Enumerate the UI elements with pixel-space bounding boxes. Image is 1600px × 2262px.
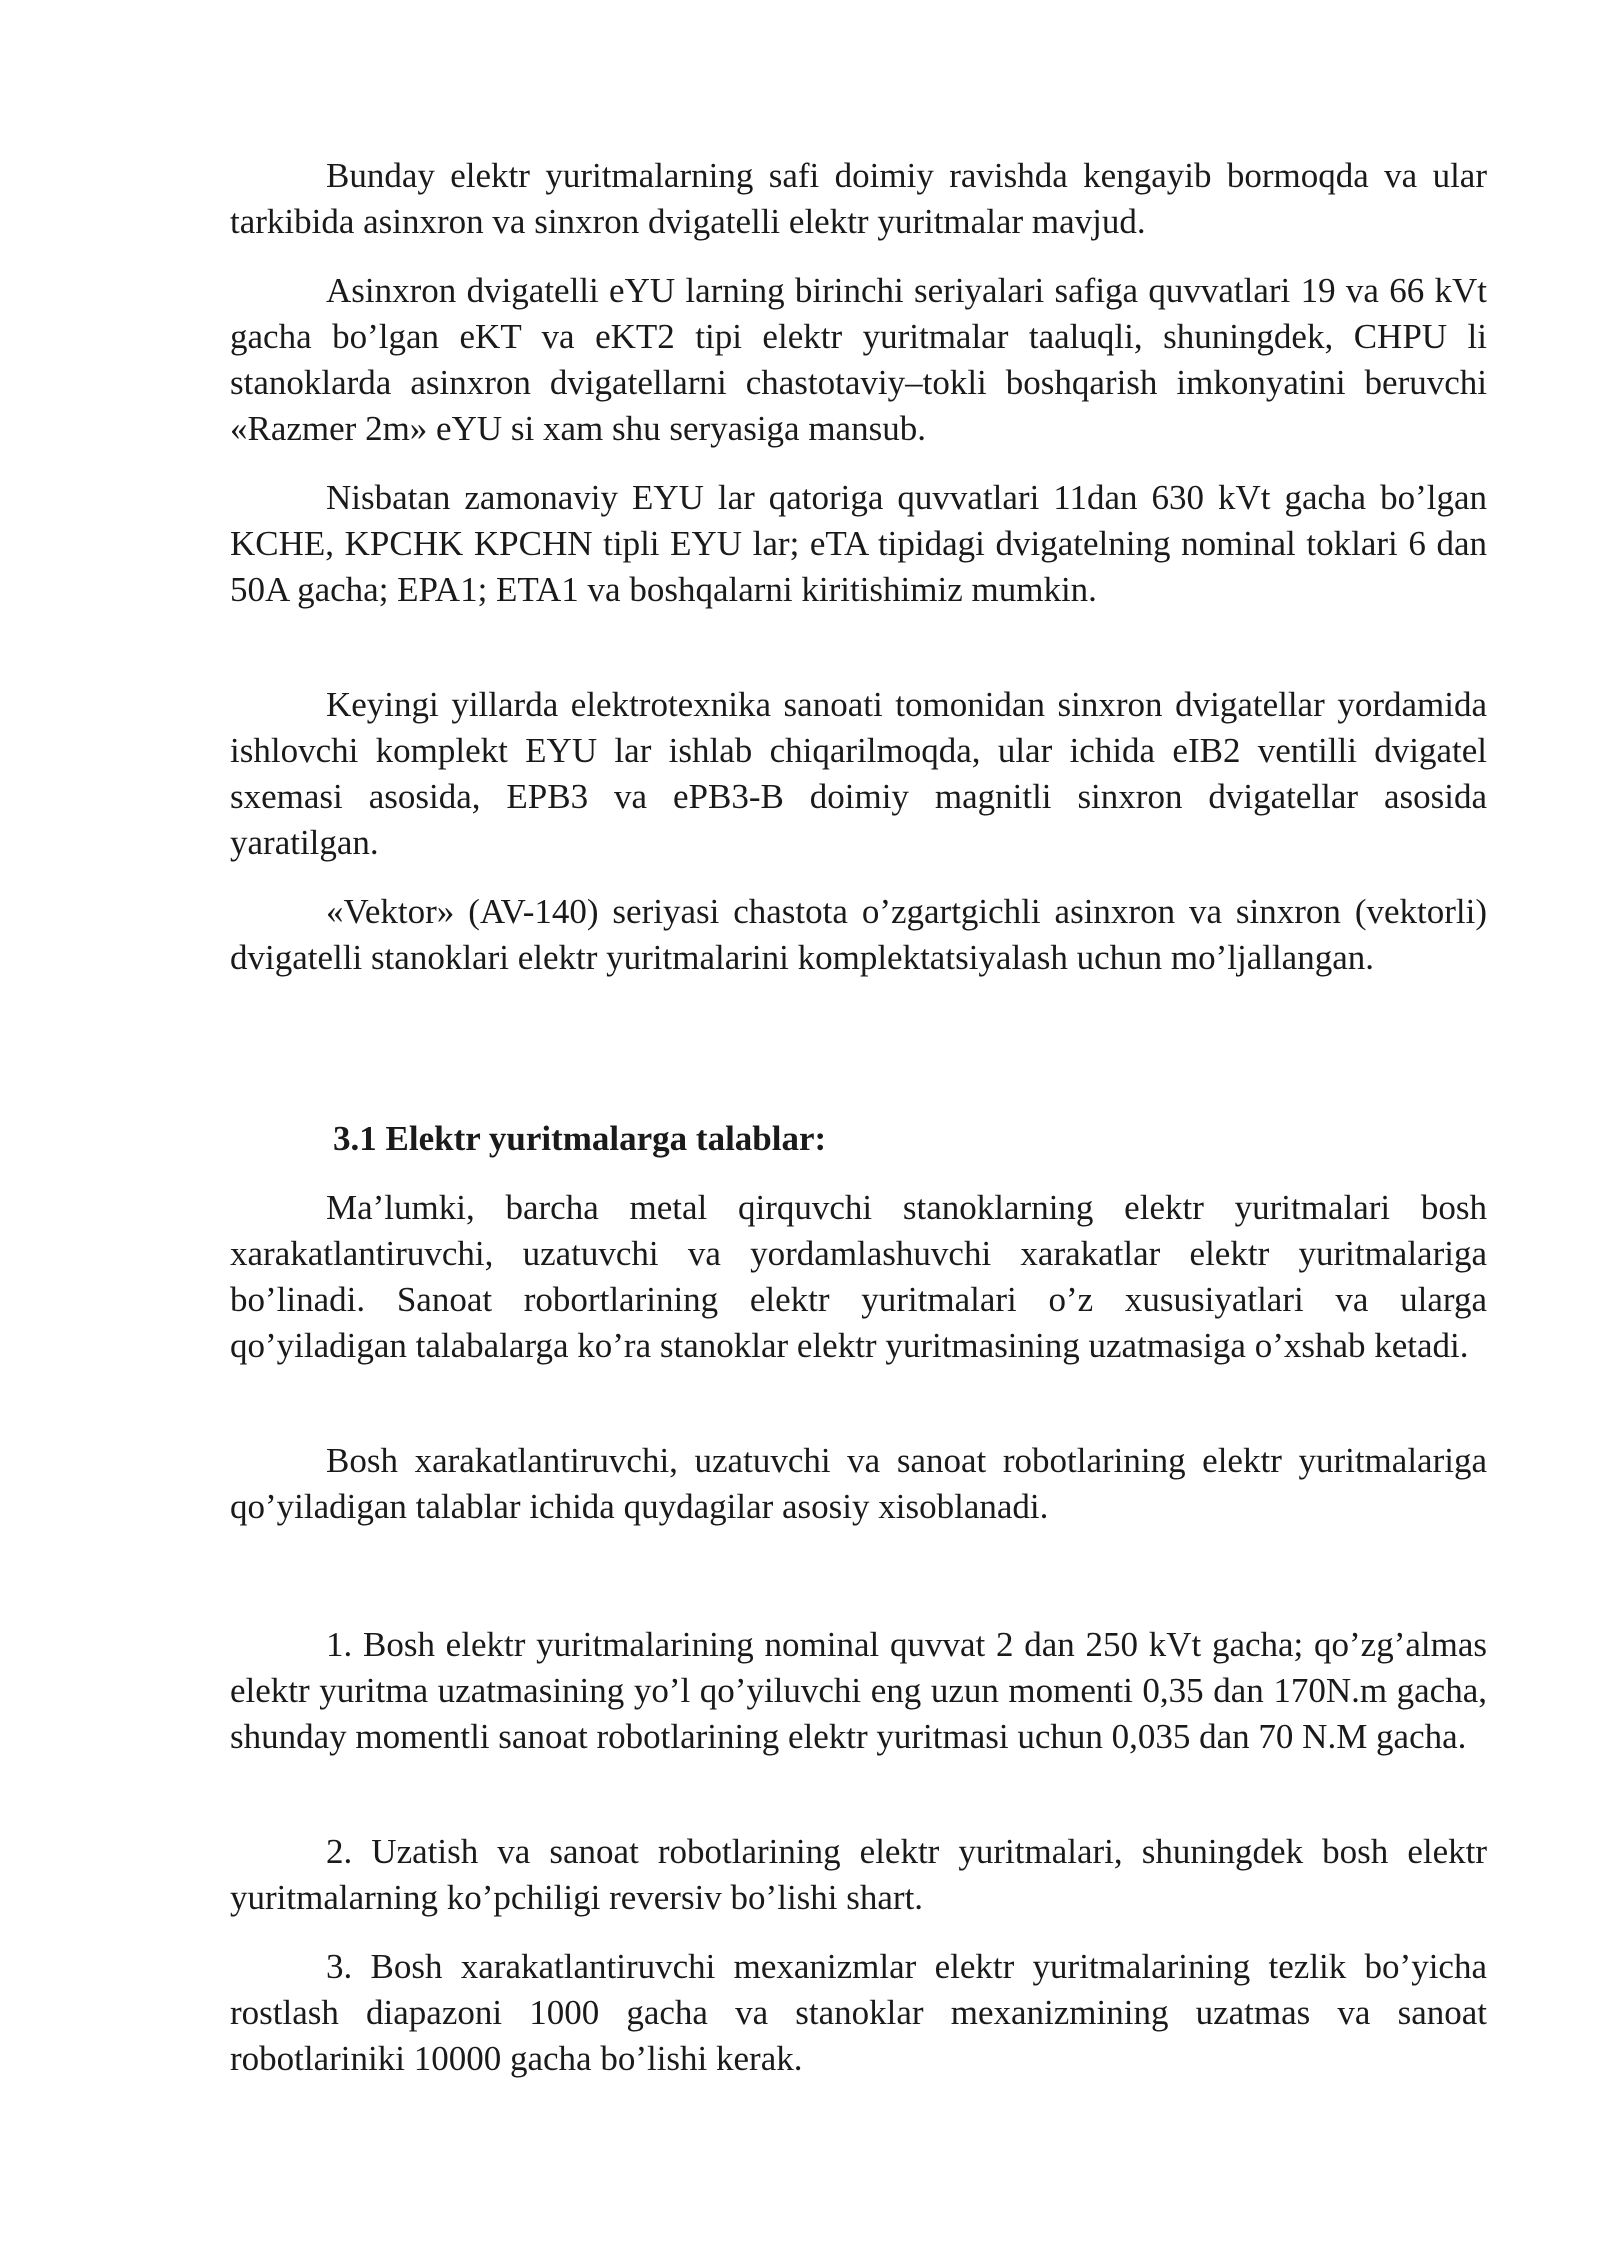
paragraph-4: Keyingi yillarda elektrotexnika sanoati tomonidan sinxron dvigatellar yordamida ishlovchi komplekt EYU lar ishlab chiqarilmoqda, ular ichida eIB2 ventilli dvigatel sxemasi asosida, EPB3 va ePB3-B doimiy magnitli sinxron dvigatellar asosida yaratilgan. bbox=[230, 685, 1487, 862]
requirement-item-2: 2. Uzatish va sanoat robotlarining elektr yuritmalari, shuningdek bosh elektr yuritmalarning ko’pchiligi reversiv bo’lishi shart. bbox=[230, 1832, 1487, 1917]
section-paragraph-1: Ma’lumki, barcha metal qirquvchi stanoklarning elektr yuritmalari bosh xarakatlantiruvchi, uzatuvchi va yordamlashuvchi xarakatlar elektr yuritmalariga bo’linadi. Sanoat robortlarining elektr yuritmalari o’z xususiyatlari va ularga qo’yiladigan talabalarga ko’ra stanoklar elektr yuritmasining uzatmasiga o’xshab ketadi. bbox=[230, 1188, 1487, 1365]
paragraph-2: Asinxron dvigatelli eYU larning birinchi seriyalari safiga quvvatlari 19 va 66 kVt gacha bo’lgan eKT va eKT2 tipi elektr yuritmalar taaluqli, shuningdek, CHPU li stanoklarda asinxron dvigatellarni chastotaviy–tokli boshqarish imkonyatini beruvchi «Razmer 2m» eYU si xam shu seryasiga mansub. bbox=[230, 271, 1487, 448]
paragraph-1: Bunday elektr yuritmalarning safi doimiy ravishda kengayib bormoqda va ular tarkibida asinxron va sinxron dvigatelli elektr yuritmalar mavjud. bbox=[230, 156, 1487, 241]
requirement-item-1: 1. Bosh elektr yuritmalarining nominal quvvat 2 dan 250 kVt gacha; qo’zg’almas elektr yuritma uzatmasining yo’l qo’yiluvchi eng uzun momenti 0,35 dan 170N.m gacha, shunday momentli sanoat robotlarining elektr yuritmasi uchun 0,035 dan 70 N.M gacha. bbox=[230, 1625, 1487, 1756]
requirement-item-3: 3. Bosh xarakatlantiruvchi mexanizmlar elektr yuritmalarining tezlik bo’yicha rostlash diapazoni 1000 gacha va stanoklar mexanizmining uzatmas va sanoat robotlariniki 10000 gacha bo’lishi kerak. bbox=[230, 1947, 1487, 2078]
section-heading: 3.1 Elektr yuritmalarga talablar: bbox=[333, 1119, 827, 1158]
paragraph-5: «Vektor» (AV-140) seriyasi chastota o’zgartgichli asinxron va sinxron (vektorli) dvigatelli stanoklari elektr yuritmalarini komplektatsiyalash uchun mo’ljallangan. bbox=[230, 892, 1487, 977]
section-paragraph-2: Bosh xarakatlantiruvchi, uzatuvchi va sanoat robotlarining elektr yuritmalariga qo’yiladigan talablar ichida quydagilar asosiy xisoblanadi. bbox=[230, 1441, 1487, 1526]
paragraph-3: Nisbatan zamonaviy EYU lar qatoriga quvvatlari 11dan 630 kVt gacha bo’lgan KCHE, KPCHK KPCHN tipli EYU lar; eTA tipidagi dvigatelning nominal toklari 6 dan 50A gacha; EPA1; ETA1 va boshqalarni kiritishimiz mumkin. bbox=[230, 478, 1487, 609]
